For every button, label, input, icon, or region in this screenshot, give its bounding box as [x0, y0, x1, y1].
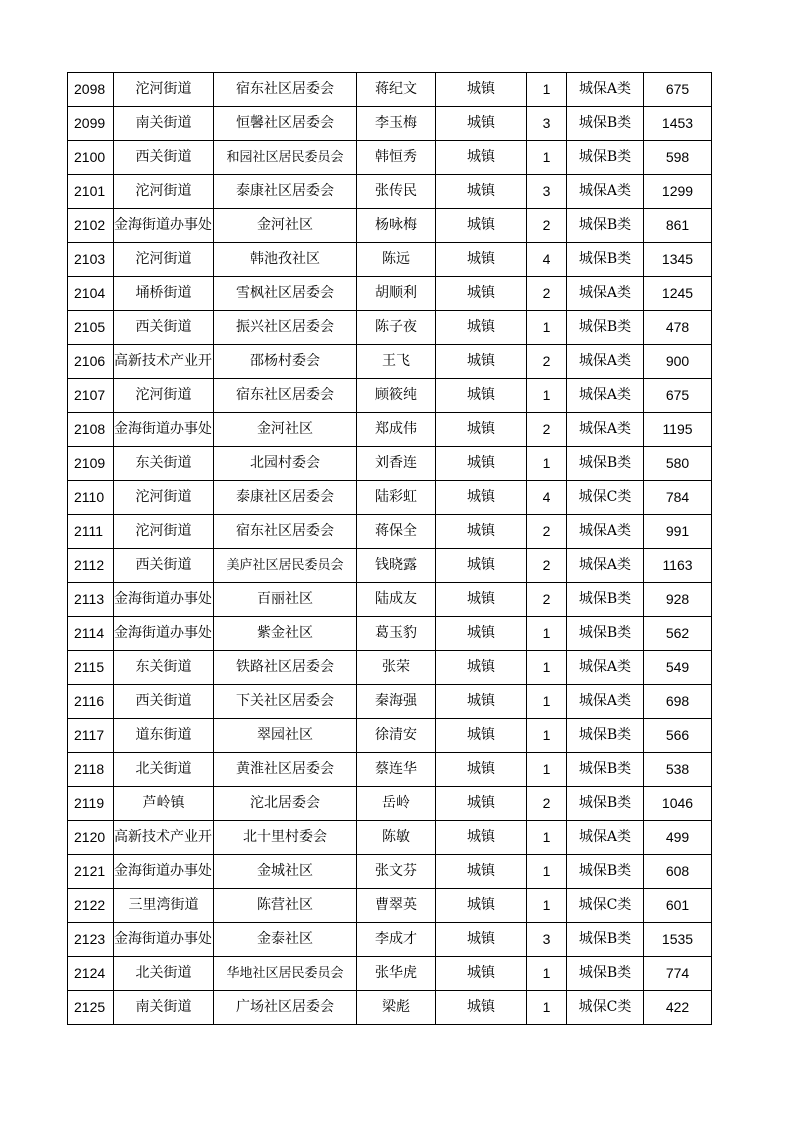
- street-cell: 金海街道办事处: [114, 923, 214, 957]
- name-cell: 陈远: [357, 243, 436, 277]
- amount-cell: 991: [644, 515, 712, 549]
- name-cell: 李玉梅: [357, 107, 436, 141]
- row-number: 2104: [68, 277, 114, 311]
- insurance-class-cell: 城保B类: [567, 753, 644, 787]
- row-number: 2110: [68, 481, 114, 515]
- amount-cell: 1299: [644, 175, 712, 209]
- name-cell: 杨咏梅: [357, 209, 436, 243]
- community-cell: 翠园社区: [214, 719, 357, 753]
- amount-cell: 1453: [644, 107, 712, 141]
- area-type-cell: 城镇: [436, 277, 527, 311]
- amount-cell: 549: [644, 651, 712, 685]
- insurance-class-cell: 城保A类: [567, 821, 644, 855]
- street-cell: 南关街道: [114, 991, 214, 1025]
- household-count-cell: 2: [527, 413, 567, 447]
- row-number: 2101: [68, 175, 114, 209]
- household-count-cell: 2: [527, 515, 567, 549]
- insurance-class-cell: 城保B类: [567, 209, 644, 243]
- street-cell: 高新技术产业开: [114, 345, 214, 379]
- name-cell: 葛玉豹: [357, 617, 436, 651]
- name-cell: 韩恒秀: [357, 141, 436, 175]
- table-row: [68, 617, 712, 651]
- household-count-cell: 2: [527, 345, 567, 379]
- area-type-cell: 城镇: [436, 889, 527, 923]
- household-count-cell: 1: [527, 753, 567, 787]
- area-type-cell: 城镇: [436, 855, 527, 889]
- amount-cell: 1345: [644, 243, 712, 277]
- street-cell: 三里湾街道: [114, 889, 214, 923]
- table-row: [68, 651, 712, 685]
- row-number: 2111: [68, 515, 114, 549]
- household-count-cell: 1: [527, 855, 567, 889]
- amount-cell: 784: [644, 481, 712, 515]
- row-number: 2100: [68, 141, 114, 175]
- area-type-cell: 城镇: [436, 787, 527, 821]
- table-row: [68, 107, 712, 141]
- community-cell: 泰康社区居委会: [214, 175, 357, 209]
- name-cell: 曹翠英: [357, 889, 436, 923]
- table-row: [68, 957, 712, 991]
- name-cell: 蔡连华: [357, 753, 436, 787]
- amount-cell: 1046: [644, 787, 712, 821]
- household-count-cell: 2: [527, 549, 567, 583]
- name-cell: 岳岭: [357, 787, 436, 821]
- household-count-cell: 2: [527, 277, 567, 311]
- community-cell: 美庐社区居民委员会: [214, 549, 357, 583]
- table-row: [68, 481, 712, 515]
- name-cell: 梁彪: [357, 991, 436, 1025]
- household-count-cell: 3: [527, 923, 567, 957]
- amount-cell: 538: [644, 753, 712, 787]
- name-cell: 陆彩虹: [357, 481, 436, 515]
- table-row: [68, 787, 712, 821]
- table-row: [68, 141, 712, 175]
- community-cell: 紫金社区: [214, 617, 357, 651]
- data-sheet: [67, 72, 712, 1025]
- community-cell: 金河社区: [214, 413, 357, 447]
- insurance-class-cell: 城保B类: [567, 617, 644, 651]
- name-cell: 张文芬: [357, 855, 436, 889]
- household-count-cell: 1: [527, 447, 567, 481]
- name-cell: 张华虎: [357, 957, 436, 991]
- community-cell: 和园社区居民委员会: [214, 141, 357, 175]
- row-number: 2106: [68, 345, 114, 379]
- row-number: 2121: [68, 855, 114, 889]
- community-cell: 沱北居委会: [214, 787, 357, 821]
- amount-cell: 861: [644, 209, 712, 243]
- street-cell: 北关街道: [114, 753, 214, 787]
- area-type-cell: 城镇: [436, 345, 527, 379]
- amount-cell: 1163: [644, 549, 712, 583]
- community-cell: 金泰社区: [214, 923, 357, 957]
- street-cell: 南关街道: [114, 107, 214, 141]
- row-number: 2107: [68, 379, 114, 413]
- community-cell: 振兴社区居委会: [214, 311, 357, 345]
- insurance-class-cell: 城保A类: [567, 413, 644, 447]
- street-cell: 金海街道办事处: [114, 413, 214, 447]
- community-cell: 邵杨村委会: [214, 345, 357, 379]
- area-type-cell: 城镇: [436, 685, 527, 719]
- amount-cell: 478: [644, 311, 712, 345]
- name-cell: 陆成友: [357, 583, 436, 617]
- community-cell: 北园村委会: [214, 447, 357, 481]
- table-row: [68, 345, 712, 379]
- street-cell: 沱河街道: [114, 481, 214, 515]
- community-cell: 恒馨社区居委会: [214, 107, 357, 141]
- street-cell: 金海街道办事处: [114, 855, 214, 889]
- area-type-cell: 城镇: [436, 379, 527, 413]
- area-type-cell: 城镇: [436, 209, 527, 243]
- amount-cell: 566: [644, 719, 712, 753]
- community-cell: 雪枫社区居委会: [214, 277, 357, 311]
- row-number: 2115: [68, 651, 114, 685]
- row-number: 2113: [68, 583, 114, 617]
- household-count-cell: 1: [527, 719, 567, 753]
- area-type-cell: 城镇: [436, 243, 527, 277]
- amount-cell: 499: [644, 821, 712, 855]
- area-type-cell: 城镇: [436, 753, 527, 787]
- amount-cell: 928: [644, 583, 712, 617]
- row-number: 2125: [68, 991, 114, 1025]
- household-count-cell: 1: [527, 73, 567, 107]
- table-row: [68, 277, 712, 311]
- household-count-cell: 1: [527, 379, 567, 413]
- table-row: [68, 175, 712, 209]
- table-row: [68, 719, 712, 753]
- street-cell: 西关街道: [114, 685, 214, 719]
- insurance-class-cell: 城保A类: [567, 549, 644, 583]
- insurance-class-cell: 城保B类: [567, 923, 644, 957]
- table-row: [68, 991, 712, 1025]
- household-count-cell: 4: [527, 243, 567, 277]
- row-number: 2124: [68, 957, 114, 991]
- area-type-cell: 城镇: [436, 617, 527, 651]
- insurance-class-cell: 城保B类: [567, 141, 644, 175]
- insurance-class-cell: 城保A类: [567, 345, 644, 379]
- street-cell: 沱河街道: [114, 73, 214, 107]
- street-cell: 沱河街道: [114, 243, 214, 277]
- name-cell: 陈敏: [357, 821, 436, 855]
- name-cell: 郑成伟: [357, 413, 436, 447]
- community-cell: 宿东社区居委会: [214, 73, 357, 107]
- insurance-class-cell: 城保B类: [567, 311, 644, 345]
- name-cell: 张传民: [357, 175, 436, 209]
- community-cell: 金河社区: [214, 209, 357, 243]
- street-cell: 东关街道: [114, 447, 214, 481]
- household-count-cell: 1: [527, 617, 567, 651]
- street-cell: 金海街道办事处: [114, 583, 214, 617]
- household-count-cell: 1: [527, 821, 567, 855]
- row-number: 2114: [68, 617, 114, 651]
- street-cell: 沱河街道: [114, 515, 214, 549]
- name-cell: 秦海强: [357, 685, 436, 719]
- insurance-class-cell: 城保B类: [567, 957, 644, 991]
- insurance-class-cell: 城保A类: [567, 685, 644, 719]
- street-cell: 西关街道: [114, 141, 214, 175]
- row-number: 2098: [68, 73, 114, 107]
- street-cell: 金海街道办事处: [114, 617, 214, 651]
- insurance-class-cell: 城保B类: [567, 855, 644, 889]
- amount-cell: 601: [644, 889, 712, 923]
- household-count-cell: 3: [527, 175, 567, 209]
- community-cell: 华地社区居民委员会: [214, 957, 357, 991]
- street-cell: 沱河街道: [114, 175, 214, 209]
- table-row: [68, 447, 712, 481]
- street-cell: 道东街道: [114, 719, 214, 753]
- name-cell: 蒋保全: [357, 515, 436, 549]
- community-cell: 黄淮社区居委会: [214, 753, 357, 787]
- row-number: 2105: [68, 311, 114, 345]
- name-cell: 顾筱纯: [357, 379, 436, 413]
- street-cell: 埇桥街道: [114, 277, 214, 311]
- insurance-class-cell: 城保A类: [567, 73, 644, 107]
- area-type-cell: 城镇: [436, 107, 527, 141]
- street-cell: 金海街道办事处: [114, 209, 214, 243]
- street-cell: 沱河街道: [114, 379, 214, 413]
- area-type-cell: 城镇: [436, 923, 527, 957]
- amount-cell: 580: [644, 447, 712, 481]
- community-cell: 泰康社区居委会: [214, 481, 357, 515]
- street-cell: 东关街道: [114, 651, 214, 685]
- area-type-cell: 城镇: [436, 549, 527, 583]
- insurance-class-cell: 城保B类: [567, 787, 644, 821]
- household-count-cell: 1: [527, 311, 567, 345]
- amount-cell: 675: [644, 379, 712, 413]
- household-count-cell: 4: [527, 481, 567, 515]
- area-type-cell: 城镇: [436, 481, 527, 515]
- area-type-cell: 城镇: [436, 651, 527, 685]
- insurance-class-cell: 城保A类: [567, 515, 644, 549]
- community-cell: 北十里村委会: [214, 821, 357, 855]
- insurance-class-cell: 城保B类: [567, 719, 644, 753]
- table-body: [68, 73, 712, 1025]
- table-row: [68, 379, 712, 413]
- amount-cell: 1535: [644, 923, 712, 957]
- household-count-cell: 1: [527, 957, 567, 991]
- table-row: [68, 889, 712, 923]
- amount-cell: 598: [644, 141, 712, 175]
- insurance-class-cell: 城保C类: [567, 889, 644, 923]
- area-type-cell: 城镇: [436, 583, 527, 617]
- amount-cell: 608: [644, 855, 712, 889]
- name-cell: 王飞: [357, 345, 436, 379]
- amount-cell: 422: [644, 991, 712, 1025]
- household-count-cell: 1: [527, 685, 567, 719]
- area-type-cell: 城镇: [436, 73, 527, 107]
- row-number: 2102: [68, 209, 114, 243]
- table-row: [68, 311, 712, 345]
- area-type-cell: 城镇: [436, 175, 527, 209]
- insurance-class-cell: 城保B类: [567, 107, 644, 141]
- household-count-cell: 2: [527, 583, 567, 617]
- community-cell: 宿东社区居委会: [214, 515, 357, 549]
- insurance-class-cell: 城保A类: [567, 379, 644, 413]
- table-row: [68, 583, 712, 617]
- row-number: 2099: [68, 107, 114, 141]
- community-cell: 宿东社区居委会: [214, 379, 357, 413]
- household-count-cell: 1: [527, 141, 567, 175]
- row-number: 2123: [68, 923, 114, 957]
- row-number: 2122: [68, 889, 114, 923]
- row-number: 2117: [68, 719, 114, 753]
- row-number: 2112: [68, 549, 114, 583]
- row-number: 2119: [68, 787, 114, 821]
- name-cell: 钱晓露: [357, 549, 436, 583]
- insurance-class-cell: 城保B类: [567, 447, 644, 481]
- amount-cell: 675: [644, 73, 712, 107]
- area-type-cell: 城镇: [436, 311, 527, 345]
- area-type-cell: 城镇: [436, 447, 527, 481]
- street-cell: 北关街道: [114, 957, 214, 991]
- area-type-cell: 城镇: [436, 141, 527, 175]
- household-count-cell: 3: [527, 107, 567, 141]
- area-type-cell: 城镇: [436, 719, 527, 753]
- area-type-cell: 城镇: [436, 991, 527, 1025]
- row-number: 2118: [68, 753, 114, 787]
- name-cell: 李成才: [357, 923, 436, 957]
- community-cell: 金城社区: [214, 855, 357, 889]
- row-number: 2108: [68, 413, 114, 447]
- household-count-cell: 1: [527, 889, 567, 923]
- amount-cell: 900: [644, 345, 712, 379]
- household-count-cell: 1: [527, 651, 567, 685]
- table-row: [68, 549, 712, 583]
- community-cell: 陈营社区: [214, 889, 357, 923]
- street-cell: 西关街道: [114, 311, 214, 345]
- street-cell: 西关街道: [114, 549, 214, 583]
- name-cell: 刘香连: [357, 447, 436, 481]
- name-cell: 胡顺利: [357, 277, 436, 311]
- name-cell: 徐清安: [357, 719, 436, 753]
- amount-cell: 1245: [644, 277, 712, 311]
- area-type-cell: 城镇: [436, 821, 527, 855]
- table-row: [68, 209, 712, 243]
- name-cell: 陈子夜: [357, 311, 436, 345]
- records-table: [67, 72, 712, 1025]
- table-row: [68, 821, 712, 855]
- household-count-cell: 2: [527, 209, 567, 243]
- amount-cell: 562: [644, 617, 712, 651]
- insurance-class-cell: 城保A类: [567, 175, 644, 209]
- amount-cell: 698: [644, 685, 712, 719]
- area-type-cell: 城镇: [436, 515, 527, 549]
- table-row: [68, 753, 712, 787]
- community-cell: 百丽社区: [214, 583, 357, 617]
- street-cell: 芦岭镇: [114, 787, 214, 821]
- table-row: [68, 923, 712, 957]
- table-row: [68, 515, 712, 549]
- community-cell: 下关社区居委会: [214, 685, 357, 719]
- community-cell: 铁路社区居委会: [214, 651, 357, 685]
- community-cell: 韩池孜社区: [214, 243, 357, 277]
- name-cell: 蒋纪文: [357, 73, 436, 107]
- household-count-cell: 2: [527, 787, 567, 821]
- community-cell: 广场社区居委会: [214, 991, 357, 1025]
- area-type-cell: 城镇: [436, 413, 527, 447]
- table-row: [68, 413, 712, 447]
- table-row: [68, 73, 712, 107]
- row-number: 2103: [68, 243, 114, 277]
- street-cell: 高新技术产业开: [114, 821, 214, 855]
- insurance-class-cell: 城保B类: [567, 583, 644, 617]
- insurance-class-cell: 城保B类: [567, 243, 644, 277]
- row-number: 2120: [68, 821, 114, 855]
- row-number: 2116: [68, 685, 114, 719]
- amount-cell: 1195: [644, 413, 712, 447]
- insurance-class-cell: 城保C类: [567, 481, 644, 515]
- insurance-class-cell: 城保A类: [567, 651, 644, 685]
- table-row: [68, 243, 712, 277]
- household-count-cell: 1: [527, 991, 567, 1025]
- table-row: [68, 685, 712, 719]
- row-number: 2109: [68, 447, 114, 481]
- amount-cell: 774: [644, 957, 712, 991]
- area-type-cell: 城镇: [436, 957, 527, 991]
- insurance-class-cell: 城保A类: [567, 277, 644, 311]
- insurance-class-cell: 城保C类: [567, 991, 644, 1025]
- name-cell: 张荣: [357, 651, 436, 685]
- table-row: [68, 855, 712, 889]
